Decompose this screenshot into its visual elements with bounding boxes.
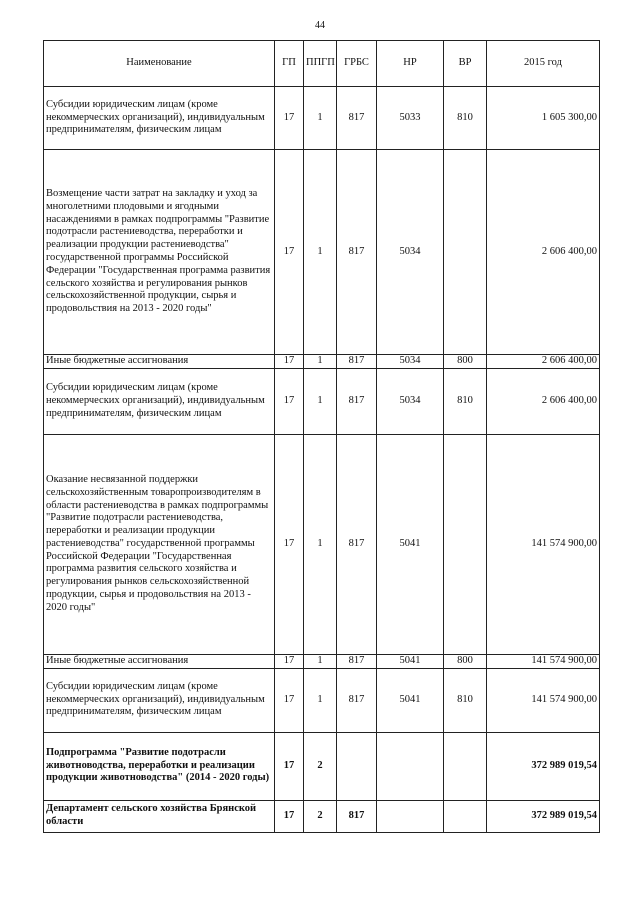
row-amount: 1 605 300,00: [487, 87, 600, 150]
row-nr: 5034: [377, 150, 444, 355]
row-nr: 5041: [377, 434, 444, 654]
row-vr: 810: [444, 87, 487, 150]
row-grbs: 817: [337, 87, 377, 150]
row-ppgp: 1: [304, 87, 337, 150]
table-row: [44, 87, 600, 150]
table-row: [44, 150, 600, 355]
table-row: [44, 368, 600, 434]
row-ppgp: 1: [304, 368, 337, 434]
row-gp: 17: [275, 87, 304, 150]
row-grbs: 817: [337, 800, 377, 832]
row-vr: [444, 732, 487, 800]
header-vr: ВР: [444, 41, 487, 87]
row-grbs: 817: [337, 434, 377, 654]
row-ppgp: 1: [304, 668, 337, 732]
header-gp: ГП: [275, 41, 304, 87]
row-gp: 17: [275, 434, 304, 654]
row-vr: 810: [444, 668, 487, 732]
row-nr: 5041: [377, 668, 444, 732]
header-ppgp: ППГП: [304, 41, 337, 87]
row-name: Иные бюджетные ассигнования: [44, 355, 275, 369]
row-gp: 17: [275, 668, 304, 732]
row-vr: 810: [444, 368, 487, 434]
row-name: Субсидии юридическим лицам (кроме некоммерческих организаций), индивидуальным предпринимателям, физическим лицам: [44, 87, 275, 150]
row-name: Оказание несвязанной поддержки сельскохозяйственным товаропроизводителям в области растениеводства в рамках подпрограммы "Развитие подотрасли растениеводства, переработки и реализации продукции растениеводства" государственной программы Российской Федерации "Государственная программа развития сельского хозяйства и регулирования рынков сельскохозяйственной продукции, сырья и продовольствия на 2013 - 2020 годы": [44, 434, 275, 654]
table-row: [44, 668, 600, 732]
row-vr: [444, 150, 487, 355]
row-amount: 141 574 900,00: [487, 654, 600, 668]
row-grbs: 817: [337, 355, 377, 369]
row-amount: 2 606 400,00: [487, 368, 600, 434]
row-name: Подпрограмма "Развитие подотрасли животноводства, переработки и реализации продукции животноводства" (2014 - 2020 годы): [44, 732, 275, 800]
row-nr: 5034: [377, 368, 444, 434]
row-ppgp: 1: [304, 434, 337, 654]
row-ppgp: 2: [304, 800, 337, 832]
row-amount: 141 574 900,00: [487, 434, 600, 654]
header-grbs: ГРБС: [337, 41, 377, 87]
row-name: Субсидии юридическим лицам (кроме некоммерческих организаций), индивидуальным предпринимателям, физическим лицам: [44, 668, 275, 732]
row-name: Департамент сельского хозяйства Брянской области: [44, 800, 275, 832]
table-row: [44, 434, 600, 654]
table-row: [44, 355, 600, 369]
row-vr: [444, 800, 487, 832]
row-nr: 5041: [377, 654, 444, 668]
row-ppgp: 1: [304, 654, 337, 668]
row-amount: 372 989 019,54: [487, 732, 600, 800]
row-nr: [377, 800, 444, 832]
row-amount: 2 606 400,00: [487, 150, 600, 355]
row-name: Иные бюджетные ассигнования: [44, 654, 275, 668]
row-nr: [377, 732, 444, 800]
row-grbs: 817: [337, 368, 377, 434]
table-header-row: [44, 41, 600, 87]
row-vr: 800: [444, 654, 487, 668]
row-gp: 17: [275, 732, 304, 800]
row-grbs: [337, 732, 377, 800]
table-row: [44, 732, 600, 800]
row-grbs: 817: [337, 668, 377, 732]
table-row: [44, 654, 600, 668]
row-ppgp: 1: [304, 150, 337, 355]
row-grbs: 817: [337, 150, 377, 355]
row-name: Субсидии юридическим лицам (кроме некоммерческих организаций), индивидуальным предпринимателям, физическим лицам: [44, 368, 275, 434]
row-amount: 2 606 400,00: [487, 355, 600, 369]
row-nr: 5034: [377, 355, 444, 369]
row-gp: 17: [275, 355, 304, 369]
row-ppgp: 1: [304, 355, 337, 369]
header-name: Наименование: [44, 41, 275, 87]
header-nr: НР: [377, 41, 444, 87]
row-ppgp: 2: [304, 732, 337, 800]
row-vr: 800: [444, 355, 487, 369]
header-2015: 2015 год: [487, 41, 600, 87]
row-amount: 141 574 900,00: [487, 668, 600, 732]
row-name: Возмещение части затрат на закладку и уход за многолетними плодовыми и ягодными насаждениями в рамках подпрограммы "Развитие подотрасли растениеводства, переработки и реализации продукции растениеводства" государственной программы Российской Федерации "Государственная программа развития сельского хозяйства и регулирования рынков сельскохозяйственной продукции, сырья и продовольствия на 2013 - 2020 годы": [44, 150, 275, 355]
table-row: [44, 800, 600, 832]
row-vr: [444, 434, 487, 654]
row-gp: 17: [275, 654, 304, 668]
row-gp: 17: [275, 800, 304, 832]
row-gp: 17: [275, 368, 304, 434]
budget-table: [43, 40, 600, 833]
row-amount: 372 989 019,54: [487, 800, 600, 832]
row-nr: 5033: [377, 87, 444, 150]
row-gp: 17: [275, 150, 304, 355]
page-number: 44: [315, 20, 325, 31]
row-grbs: 817: [337, 654, 377, 668]
